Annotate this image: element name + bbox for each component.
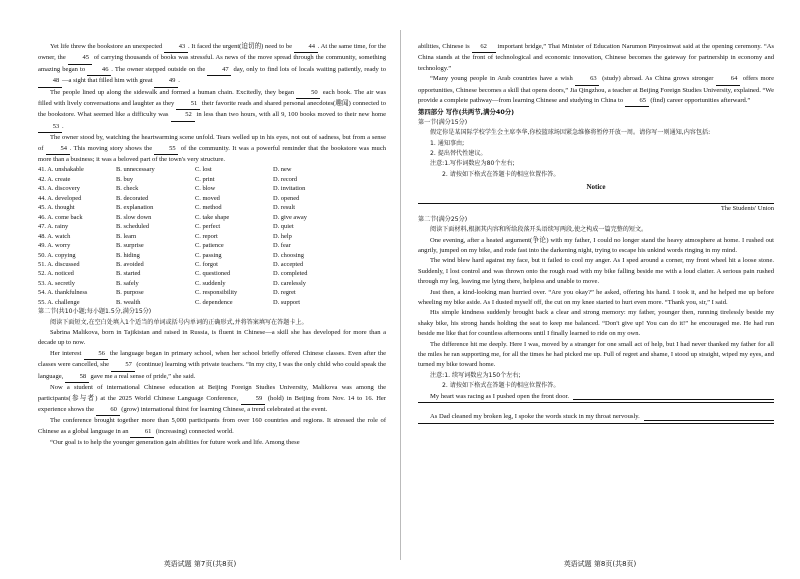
option-choice: B. explanation: [116, 204, 154, 212]
story-paragraph-4: His simple kindness suddenly brought back a clear and strong memory: my father, younger then, running tirelessly beside my shaky bike, his strong hands holding the seat to keep me balanced. “Don't give up! You can do it!” he encouraged me. He had run beside me like that for countless afternoons until I finally learned to ride on my own.: [418, 309, 774, 338]
blank-57: 57: [111, 360, 135, 371]
option-choice: C. print: [195, 175, 215, 183]
option-choice: C. lost: [195, 166, 212, 174]
option-row: [38, 269, 386, 278]
continuation-start-2: [418, 412, 774, 423]
story-paragraph-3: Just then, a kind-looking man hurried over. “Are you okay?” he asked, offering his hand. I took it, and he helped me up before wheeling my bike aside. As I dusted myself off, the cut on my knee started to hurt even more. “Thank you, sir,” I said.: [418, 288, 774, 306]
grammar-paragraph-7: [418, 74, 774, 107]
writing-point-1: 1. 通知事由;: [430, 139, 465, 147]
blank-63: 63: [575, 74, 599, 85]
option-choice: D. choosing: [273, 251, 304, 259]
grammar-paragraph-5: “Our goal is to help the younger generation gain abilities for future work and life. Among these: [50, 439, 300, 447]
section-2-instructions: 阅读下面短文,在空白处填入1个适当的单词或括号内单词的正确形式,并将答案填写在答题卡上。: [50, 318, 308, 326]
answer-line: [418, 423, 774, 424]
option-choice: B. purpose: [116, 289, 144, 297]
option-choice: 42. A. create: [38, 175, 71, 183]
answer-line: [418, 402, 774, 403]
option-row: [38, 279, 386, 288]
option-choice: D. quiet: [273, 223, 294, 231]
blank-47: 47: [207, 65, 231, 76]
option-choice: D. record: [273, 175, 298, 183]
option-choice: D. invitation: [273, 185, 306, 193]
writing-note-1: 注意:1.写作词数应为80个左右;: [430, 160, 515, 168]
option-choice: C. perfect: [195, 223, 221, 231]
paragraph-text: each book. The air was filled with lively conversations and laughter as they: [38, 88, 386, 108]
grammar-paragraph-3: [38, 383, 386, 416]
option-choice: B. decorated: [116, 194, 149, 202]
exam-page-8: [400, 0, 800, 579]
option-choice: C. take shape: [195, 213, 230, 221]
option-choice: 44. A. developed: [38, 194, 82, 202]
paragraph-text: (continue) learning with private teachers. “In my city, I was the only child who could speak the language,: [38, 361, 386, 380]
writing-note-2: 2. 请按如下格式在答题卡的相应位置作答。: [442, 170, 560, 178]
option-choice: C. moved: [195, 194, 220, 202]
paragraph-text: (grow) international thirst for learning Chinese, a trend celebrated at the event.: [119, 405, 328, 413]
option-choice: D. new: [273, 166, 292, 174]
blank-62: 62: [472, 42, 496, 53]
writing-section-1-instructions: 假定你是某国际学校学生会主席李华,你校篮球场因紧急维修将暂停开放一周。请你写一则通知,内容包括:: [430, 129, 711, 137]
grammar-paragraph-2: [38, 349, 386, 383]
paragraph-text: offers more opportunities, Chinese becomes a skill that opens doors,” Jia Qingzhou, a teacher at Beijing Foreign Studies University, explained. “We provide a complete pathway—from learning Chinese and studying in China to: [418, 75, 775, 105]
page-footer: 英语试题 第8页(共8页): [563, 560, 637, 568]
blank-51: 51: [176, 99, 200, 110]
cloze-paragraph-1: [38, 42, 386, 88]
option-choice: B. started: [116, 270, 141, 278]
option-choice: C. method: [195, 204, 222, 212]
blank-53: 53: [38, 122, 62, 133]
option-choice: 50. A. copying: [38, 251, 76, 259]
option-choice: D. regret: [273, 289, 296, 297]
blank-43: 43: [164, 42, 188, 53]
paragraph-text: . The owner stepped outside on the: [111, 65, 208, 73]
option-row: [38, 213, 386, 222]
cloze-options: [38, 165, 386, 307]
blank-46: 46: [87, 65, 111, 76]
blank-58: 58: [65, 372, 89, 383]
option-choice: B. surprise: [116, 242, 144, 250]
option-choice: C. questioned: [195, 270, 231, 278]
paragraph-text: their favorite reads and shared personal anecdotes(趣闻) connected to the bookstore. What seemed like a difficulty was: [38, 100, 386, 119]
cloze-paragraph-3: [38, 133, 386, 165]
option-choice: 41. A. unshakable: [38, 166, 84, 174]
continuation-note-2: 2. 请按如下格式在答题卡的相应位置作答。: [442, 382, 560, 390]
option-choice: B. unnecessary: [116, 166, 155, 174]
option-choice: D. completed: [273, 270, 308, 278]
paragraph-text: (find) career opportunities afterward.”: [648, 97, 751, 105]
option-choice: 55. A. challenge: [38, 298, 80, 306]
blank-45: 45: [68, 53, 92, 64]
paragraph-text: —a sight that filled him with great: [62, 77, 155, 85]
option-row: [38, 203, 386, 212]
blank-65: 65: [625, 96, 649, 107]
paragraph-text: day, only to find lots of locals waiting patiently, ready to: [231, 65, 386, 73]
part-4-title: 第四部分 写作(共两节,满分40分): [418, 108, 515, 117]
option-choice: 47. A. rainy: [38, 223, 69, 231]
option-row: [38, 184, 386, 193]
option-row: [38, 251, 386, 260]
option-choice: B. safely: [116, 279, 139, 287]
grammar-paragraph-6: [418, 42, 774, 74]
paragraph-text: . This moving story shows the: [69, 144, 155, 152]
option-choice: B. buy: [116, 175, 134, 183]
paragraph-text: (study) abroad. As China grows stronger: [599, 75, 717, 83]
option-choice: 45. A. thought: [38, 204, 75, 212]
blank-59: 59: [241, 394, 265, 405]
notice-signature: The Students' Union: [720, 205, 774, 213]
option-choice: 43. A. discovery: [38, 185, 80, 193]
answer-line: [644, 412, 774, 421]
blank-44: 44: [294, 42, 318, 53]
blank-60: 60: [96, 405, 120, 416]
paragraph-text: important bridge,” Thai Minister of Education Narumon Pinyosinwat said at the opening ceremony. “As China stands at the front of technological and economic innovation, Chinese becomes the gateway for partnership in economy and technology.”: [418, 43, 774, 72]
continuation-start-1: [418, 392, 774, 403]
option-choice: C. report: [195, 232, 218, 240]
option-choice: B. slow down: [116, 213, 152, 221]
blank-52: 52: [171, 110, 195, 121]
writing-section-2-title: 第二节(满分25分): [418, 215, 468, 223]
option-choice: D. help: [273, 232, 292, 240]
blank-49: 49: [154, 76, 178, 87]
paragraph-text: (hold) in Beijing from Nov. 14 to 16. Her experience shows the: [38, 394, 387, 413]
writing-section-2-instructions: 阅读下面材料,根据其内容和所给段落开头语续写两段,使之构成一篇完整的短文。: [430, 226, 648, 234]
option-choice: D. accepted: [273, 261, 304, 268]
option-choice: C. patience: [195, 242, 224, 250]
paragraph-text: “Many young people in Arab countries have a wish: [430, 75, 576, 83]
option-row: [38, 165, 386, 174]
paragraph-text: of the community. It was a powerful reminder that the bookstore was much more than a business; it was a beloved part of the town's very structure.: [38, 144, 386, 164]
option-choice: 53. A. secretly: [38, 279, 75, 287]
option-row: [38, 194, 386, 203]
option-choice: B. avoided: [116, 261, 144, 268]
option-row: [38, 288, 386, 297]
option-row: [38, 241, 386, 250]
option-choice: B. check: [116, 185, 139, 193]
section-2-title: 第二节(共10小题;每小题1.5分,满分15分): [38, 308, 152, 316]
paragraph-text: The owner stood by, watching the heartwarming scene unfold. Tears welled up in his eyes, not out of sadness, but from a sense of: [38, 134, 386, 152]
paragraph-text: in less than two hours, with all 9, 100 books moved to their new home: [194, 111, 387, 119]
blank-48: 48: [38, 76, 62, 87]
paragraph-text: The conference brought together more than 5,000 participants from over 160 countries and regions. It stressed the role of Chinese as a global language in an: [38, 417, 386, 435]
option-row: [38, 298, 386, 307]
option-choice: 46. A. come back: [38, 213, 83, 221]
option-choice: B. hiding: [116, 251, 140, 259]
option-choice: 52. A. noticed: [38, 270, 74, 278]
blank-61: 61: [130, 427, 154, 438]
paragraph-text: Her interest: [50, 349, 84, 357]
answer-line: [573, 392, 774, 401]
paragraph-text: Yet life threw the bookstore an unexpected: [50, 43, 165, 50]
option-choice: D. carelessly: [273, 279, 307, 287]
cloze-paragraph-2: [38, 88, 386, 134]
paragraph-text: Now a student of international Chinese education at Beijing Foreign Studies University, Malikova was among the participants(参与者) at the 2025 World Chinese Language Conference,: [38, 384, 386, 402]
paragraph-text: abilities, Chinese is: [418, 43, 472, 50]
option-choice: C. suddenly: [195, 279, 226, 287]
option-row: [38, 260, 386, 269]
writing-section-1-title: 第一节(满分15分): [418, 118, 468, 126]
paragraph-text: The people lined up along the sidewalk and formed a human chain. Excitedly, they began: [50, 88, 297, 96]
paragraph-text: gave me a real sense of pride,” she said.: [88, 372, 196, 380]
writing-point-2: 2. 提出替代性建议。: [430, 150, 487, 158]
option-choice: B. wealth: [116, 298, 141, 306]
option-choice: 49. A. worry: [38, 242, 71, 250]
paragraph-text: of carrying thousands of books was stressful. As news of the move spread through the community, something amazing began to: [38, 54, 386, 73]
paragraph-text: .: [178, 77, 180, 85]
continuation-note-1: 注意:1. 续写词数应为150个左右;: [430, 371, 521, 379]
blank-55: 55: [154, 144, 178, 155]
paragraph-text: .: [62, 122, 64, 130]
notice-title: Notice: [586, 183, 606, 192]
option-choice: 54. A. thankfulness: [38, 289, 88, 297]
option-choice: C. forgot: [195, 261, 218, 268]
blank-54: 54: [46, 144, 70, 155]
blank-56: 56: [84, 349, 108, 360]
option-choice: B. scheduled: [116, 223, 150, 231]
option-choice: D. opened: [273, 194, 300, 202]
option-choice: D. give away: [273, 213, 307, 221]
option-choice: D. fear: [273, 242, 291, 250]
paragraph-text: . At the same time, for the owner, the: [38, 43, 386, 62]
option-choice: B. learn: [116, 232, 137, 240]
option-choice: D. result: [273, 204, 296, 212]
paragraph-text: (increasing) connected world.: [154, 427, 234, 435]
story-paragraph-5: The difference hit me deeply. Here I was, moved by a stranger for one small act of help, but I had never thanked my father for all the miles he ran supporting me, for all the times he had picked me up. Full of regret and shame, I stood up straight, wiped my eyes, and turned my bike toward home.: [418, 340, 774, 369]
page-footer: 英语试题 第7页(共8页): [163, 560, 237, 568]
option-choice: 48. A. watch: [38, 232, 71, 240]
grammar-paragraph-4: [38, 416, 386, 438]
continuation-start-2-text: As Dad cleaned my broken leg, I spoke the words stuck in my throat nervously.: [430, 413, 640, 421]
paragraph-text: . It faced the urgent(迫切的) need to be: [188, 43, 294, 50]
option-choice: C. responsibility: [195, 289, 238, 297]
paragraph-text: the language began in primary school, when her school briefly offered Chinese classes. Even after the classes were cancelled, she: [38, 349, 387, 369]
option-row: [38, 222, 386, 231]
option-choice: 51. A. discussed: [38, 261, 80, 268]
blank-50: 50: [296, 88, 320, 99]
option-row: [38, 232, 386, 241]
story-paragraph-2: The wind blew hard against my face, but it failed to cool my anger. As I sped around a corner, my front wheel hit a loose stone. Suddenly, I lost control and was thrown onto the rough road with my bike falling beside me with a loud clatter. A serious pain rushed through my leg, leaving me lying there, helpless and unable to move.: [418, 257, 774, 286]
option-choice: C. blow: [195, 185, 216, 193]
option-choice: C. passing: [195, 251, 222, 259]
grammar-paragraph-1: Sabrina Malikova, born in Tajikistan and raised in Russia, is fluent in Chinese—a skill she has developed for more than a decade up to now.: [38, 329, 386, 347]
story-paragraph-1: One evening, after a heated argument(争论) with my father, I could no longer stand the heavy atmosphere at home. I rushed out angrily, jumped on my bike, and rode fast into the darkening night, trying to escape his unkind words ringing in my mind.: [418, 236, 774, 254]
blank-64: 64: [716, 74, 740, 85]
option-row: [38, 175, 386, 184]
option-choice: D. support: [273, 298, 300, 306]
continuation-start-1-text: My heart was racing as I pushed open the front door.: [430, 392, 569, 400]
option-choice: C. dependence: [195, 298, 233, 306]
